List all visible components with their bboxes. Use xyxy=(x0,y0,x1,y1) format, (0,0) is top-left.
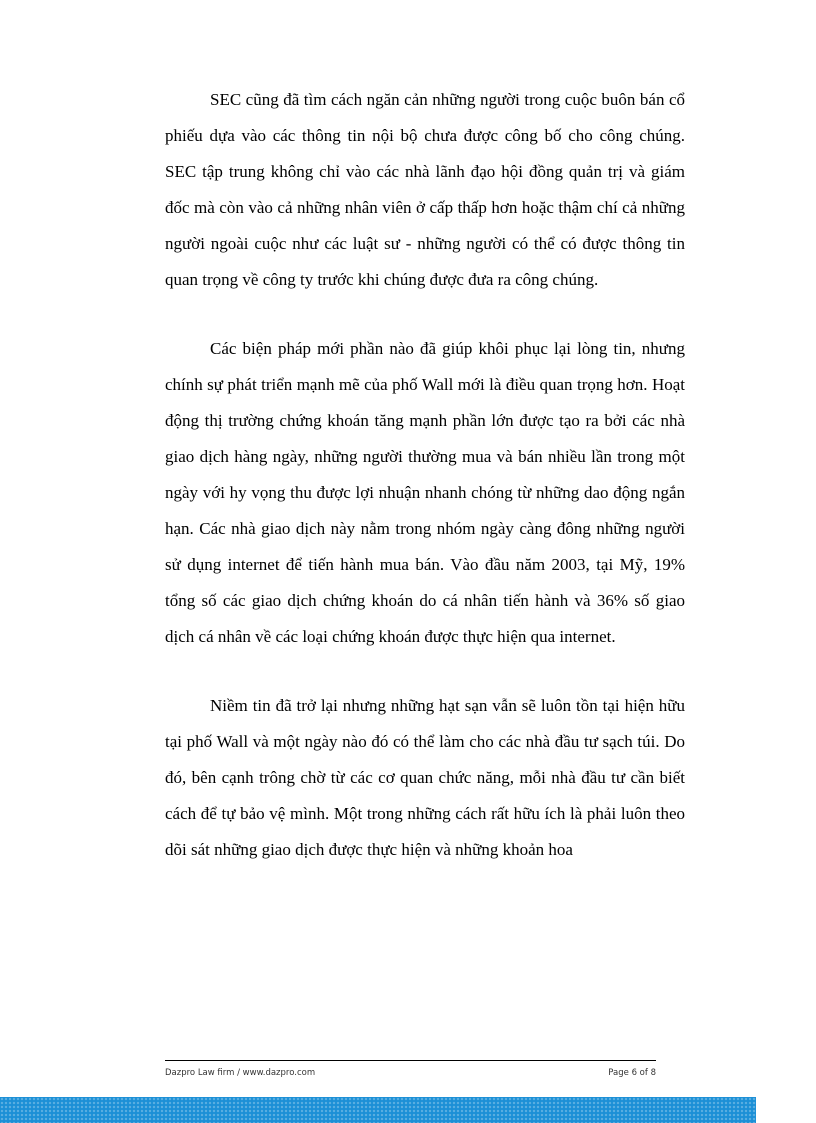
decorative-bottom-band xyxy=(0,1097,756,1123)
footer-firm-link[interactable]: Dazpro Law firm / www.dazpro.com xyxy=(165,1068,316,1078)
paragraph-1: SEC cũng đã tìm cách ngăn cản những người trong cuộc buôn bán cổ phiếu dựa vào các thông tin nội bộ chưa được công bố cho công chúng. SEC tập trung không chỉ vào các nhà lãnh đạo hội đồng quản trị và giám đốc mà còn vào cả những nhân viên ở cấp thấp hơn hoặc thậm chí cả những người ngoài cuộc như các luật sư - những người có thể có được thông tin quan trọng về công ty trước khi chúng được đưa ra công chúng. xyxy=(165,90,685,289)
footer-divider xyxy=(165,1060,656,1061)
paragraph-3: Niềm tin đã trở lại nhưng những hạt sạn vẫn sẽ luôn tồn tại hiện hữu tại phố Wall và một ngày nào đó có thể làm cho các nhà đầu tư sạch túi. Do đó, bên cạnh trông chờ từ các cơ quan chức năng, mỗi nhà đầu tư cần biết cách để tự bảo vệ mình. Một trong những cách rất hữu ích là phải luôn theo dõi sát những giao dịch được thực hiện và những khoản hoa xyxy=(165,696,685,859)
document-body xyxy=(165,82,685,901)
page-number: Page 6 of 8 xyxy=(608,1068,656,1078)
paragraph-2: Các biện pháp mới phần nào đã giúp khôi phục lại lòng tin, nhưng chính sự phát triển mạnh mẽ của phố Wall mới là điều quan trọng hơn. Hoạt động thị trường chứng khoán tăng mạnh phần lớn được tạo ra bởi các nhà giao dịch hàng ngày, những người thường mua và bán nhiều lần trong một ngày với hy vọng thu được lợi nhuận nhanh chóng từ những dao động ngắn hạn. Các nhà giao dịch này nằm trong nhóm ngày càng đông những người sử dụng internet để tiến hành mua bán. Vào đầu năm 2003, tại Mỹ, 19% tổng số các giao dịch chứng khoán do cá nhân tiến hành và 36% số giao dịch cá nhân về các loại chứng khoán được thực hiện qua internet. xyxy=(165,339,685,646)
